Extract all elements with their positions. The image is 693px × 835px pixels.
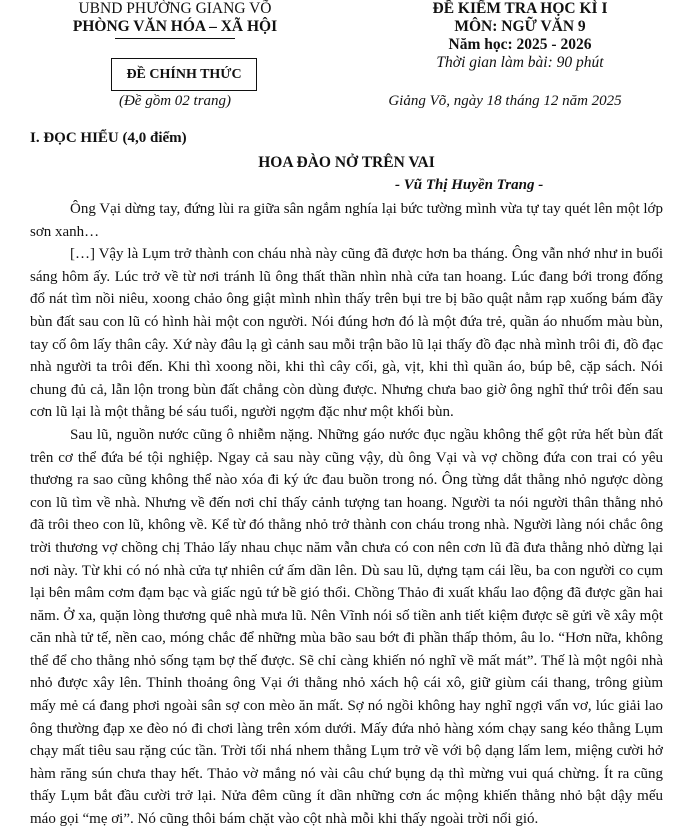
- exam-title: ĐỀ KIỂM TRA HỌC KÌ I: [432, 0, 608, 17]
- date-line: Giảng Võ, ngày 18 tháng 12 năm 2025: [388, 93, 622, 109]
- paragraph-3: Sau lũ, nguồn nước cũng ô nhiễm nặng. Những gáo nước đục ngầu không thể gột rửa hết bùn đất trên cơ thể đứa bé tội nghiệp. Ngay cả sau này cũng vậy, dù ông Vại và vợ chồng đứa con trai có yêu thương ra sao cũng không thể nào xóa đi ký ức đau buồn trong nó. Ông từng dắt thằng nhỏ ngược dòng con lũ tìm về nhà. Nhưng về đến nơi chỉ thấy cảnh tượng tan hoang. Người ta nói người thân thằng nhỏ đã trôi theo con lũ, không về. Kể từ đó thằng nhỏ trở thành con cháu trong nhà. Người làng nói chắc ông trời thương vợ chồng chị Thảo lấy nhau chục năm vẫn chưa có con nên cơn lũ đã đưa thằng nhỏ dừng lại nơi này. Từ khi có nó nhà cửa tự nhiên cứ ấm dần lên. Dù sau lũ, dựng tạm cái lều, ba con người co cụm lại bên mâm cơm đạm bạc và giấc ngủ tứ bề gió thổi. Chồng Thảo đi xuất khẩu lao động đã được gần hai năm. Ở xa, quặn lòng thương quê nhà mưa lũ. Nên Vĩnh nói số tiền anh tiết kiệm được sẽ gửi về xây một căn nhà tử tế, nền cao, móng chắc để những mùa bão sau bớt đi phần thấp thỏm, âu lo. “Hơn nữa, không thể để cho thằng nhỏ sống tạm bợ thế được. Sẽ chỉ càng khiến nó nghĩ về mất mát”. Thế là một ngôi nhà nhỏ được xây lên. Thỉnh thoảng ông Vại ới thằng nhỏ xách hộ cái xô, giữ giùm cái thang, trông giùm mấy mẻ cá đang phơi ngoài sân sợ con mèo ăn mất. Sợ nó ngồi không hay nghĩ ngợi vẩn vơ, lúc giải lao ông thường đạp xe đèo nó đi chơi làng trên xóm dưới. Mấy đứa nhỏ hàng xóm chạy sang kéo thằng Lụm chạy mất tiêu sau rặng cúc tần. Trời tối nhá nhem thằng Lụm trở về với bộ dạng lấm lem, miệng cười hở hàm răng sún chưa thay hết. Thảo vờ mắng nó vài câu chứ bụng dạ thì mừng vui quá chừng. Ít ra cũng thấy Lụm bắt đầu cười trở lại. Nửa đêm cũng ít dần những cơn ác mộng khiến thằng nhỏ bật dậy mếu máo gọi “mẹ ơi”. Nó cũng thôi bám chặt vào cột nhà mỗi khi thấy ngoài trời nổi gió.: [30, 426, 663, 828]
- passage-author: - Vũ Thị Huyền Trang -: [395, 177, 544, 193]
- paragraph-2: […] Vậy là Lụm trở thành con cháu nhà này cũng đã được hơn ba tháng. Ông vẫn nhớ như in buổi sáng hôm ấy. Lúc trở về từ nơi tránh lũ ông thất thần nhìn nhà cửa tan hoang. Lúc đang bới trong đống đổ nát tìm nồi niêu, xoong chảo ông giật mình nhìn thấy trên bụi tre bị bão quật nằm rạp xuống bám đầy bùn đất sau con lũ có hình hài một con người. Nói đúng hơn đó là một đứa trẻ, quần áo nhuốm màu bùn, tay cố ôm lấy thân cây. Xứ này đâu lạ gì cảnh sau mỗi trận bão lũ lại thấy đồ đạc nhà mình trôi đi, đồ đạc nhà người ta trôi đến. Khi thì xoong nồi, khi thì cây cối, gà, vịt, khi thì quần áo, búp bê, cặp sách. Nói chung đủ cả, lẫn lộn trong bùn đất chẳng còn dùng được. Nhưng chưa bao giờ ông nghĩ thứ trôi đến sau cơn lũ lại là một thằng bé sáu tuổi, người ngợm đặc như một khối bùn.: [30, 246, 663, 421]
- ward-name: UBND PHƯỜNG GIANG VÕ: [78, 0, 272, 17]
- office-name: PHÒNG VĂN HÓA – XÃ HỘI: [72, 18, 278, 35]
- header-left: [40, 0, 310, 39]
- subject: MÔN: NGỮ VĂN 9: [454, 18, 586, 35]
- underline-divider: [115, 38, 235, 39]
- passage-title: HOA ĐÀO NỞ TRÊN VAI: [258, 154, 435, 171]
- school-year: Năm học: 2025 - 2026: [448, 36, 592, 53]
- header-right: [370, 0, 670, 72]
- paragraph-1: Ông Vại dừng tay, đứng lùi ra giữa sân ngắm nghía lại bức tường mình vừa tự tay quét lên một lớp sơn xanh…: [30, 201, 663, 240]
- passage-body: [30, 198, 663, 831]
- duration: Thời gian làm bài: 90 phút: [436, 54, 604, 71]
- pages-note: (Đề gồm 02 trang): [118, 93, 232, 109]
- official-stamp: ĐỀ CHÍNH THỨC: [111, 58, 257, 91]
- section-heading: I. ĐỌC HIỂU (4,0 điểm): [30, 130, 187, 146]
